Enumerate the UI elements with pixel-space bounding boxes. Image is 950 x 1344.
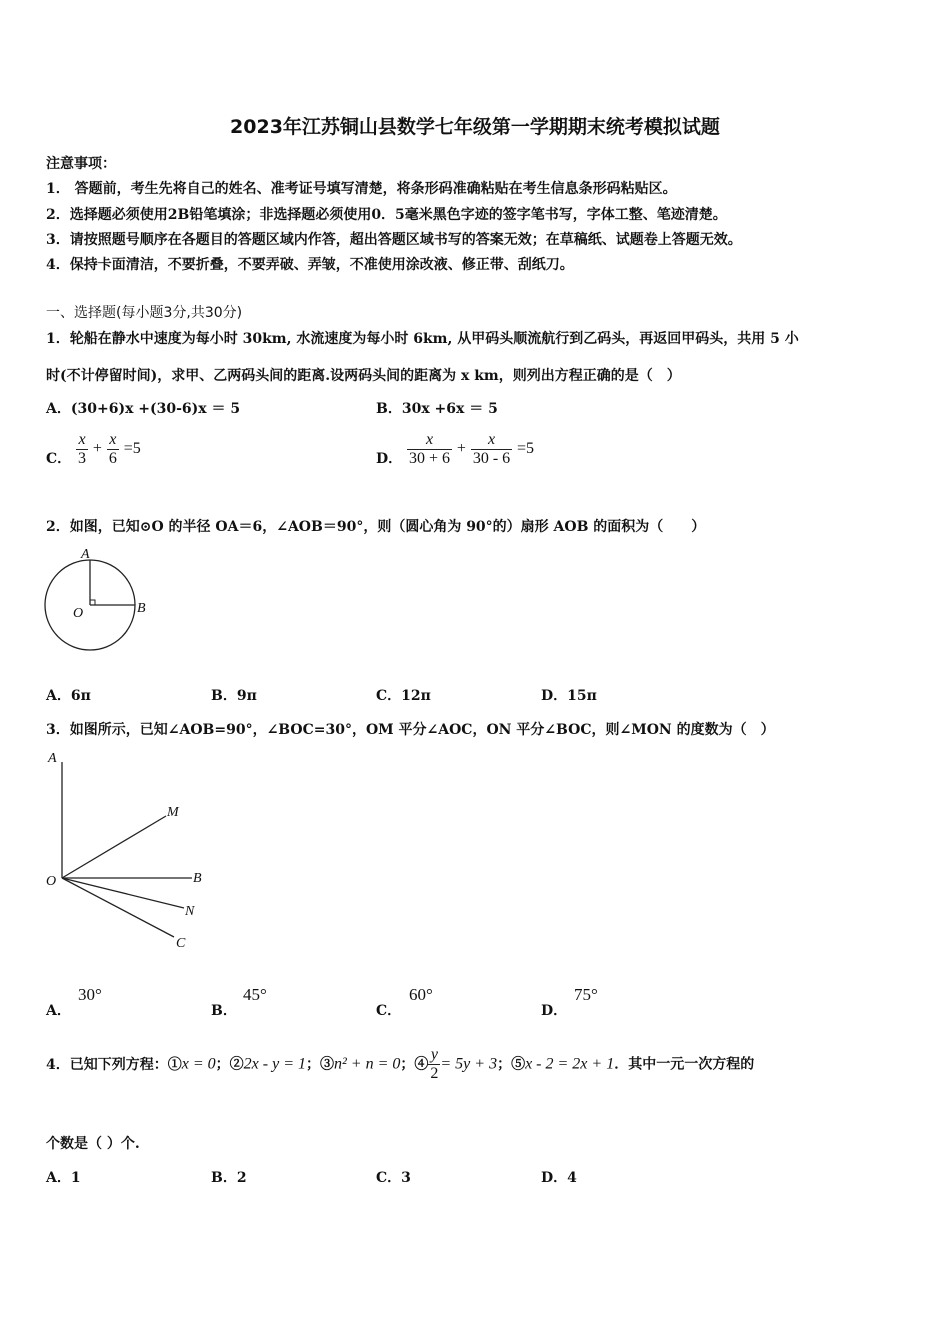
ray-oc — [62, 878, 174, 937]
q3-stem: 3．如图所示，已知∠AOB=90°，∠BOC=30°，OM 平分∠AOC，ON 平分∠BOC，则∠MON 的度数为（ ） — [46, 722, 775, 738]
notice-heading: 注意事项： — [46, 156, 116, 172]
q4-option-d: D．4 — [541, 1170, 577, 1186]
label-n: N — [185, 904, 195, 919]
q3-option-d-label: D． — [541, 1003, 568, 1019]
label-o: O — [73, 606, 84, 621]
q1-option-c — [46, 430, 141, 468]
q1-c-frac2 — [107, 431, 119, 468]
label-a: A — [81, 547, 90, 562]
notice-item-1: 1． 答题前，考生先将自己的姓名、准考证号填写清楚，将条形码准确粘贴在考生信息条形码粘贴区。 — [46, 181, 677, 197]
q4-prefix: 4．已知下列方程：① — [46, 1056, 182, 1073]
q1-option-b: B．30x +6x ＝ 5 — [376, 401, 498, 417]
q1-option-d — [376, 430, 534, 468]
q4-stem-line1 — [46, 1046, 754, 1083]
q4-option-a: A．1 — [46, 1170, 81, 1186]
section-heading: 一、选择题(每小题3分,共30分) — [46, 305, 243, 321]
equation-rhs: =5 — [517, 440, 535, 457]
q1-d-frac2 — [471, 431, 512, 468]
label-b: B — [193, 871, 202, 886]
frac-numerator: x — [76, 431, 88, 450]
q4-eq2: 2x - y = 1 — [243, 1055, 306, 1073]
q2-option-d: D．15π — [541, 688, 597, 704]
q4-suffix: ．其中一元一次方程的 — [614, 1056, 755, 1073]
frac-numerator: x — [471, 431, 512, 450]
q1-stem-line2: 时(不计停留时间)，求甲、乙两码头间的距离.设两码头间的距离为 x km，则列出方程正确的是（ ） — [46, 368, 681, 384]
label-a: A — [48, 751, 57, 766]
q1-c-frac1 — [76, 431, 88, 468]
q3-option-a-value: 30° — [78, 985, 102, 1004]
label-c: C — [176, 936, 186, 951]
frac-numerator: x — [107, 431, 119, 450]
q4-sep4: ；④ — [400, 1056, 429, 1073]
q4-eq5: x - 2 = 2x + 1 — [525, 1055, 615, 1073]
q4-eq4-rest: = 5y + 3 — [440, 1055, 498, 1073]
plus-sign: + — [92, 440, 102, 457]
q4-stem-line2: 个数是（ ）个. — [46, 1136, 140, 1152]
q2-option-a: A．6π — [46, 688, 91, 704]
q2-circle-figure — [40, 544, 160, 656]
label-b: B — [137, 601, 146, 616]
plus-sign: + — [456, 440, 466, 457]
notice-item-2: 2．选择题必须使用2B铅笔填涂；非选择题必须使用0．5毫米黑色字迹的签字笔书写，字体工整、笔迹清楚。 — [46, 207, 727, 223]
frac-denominator: 30 + 6 — [409, 449, 451, 467]
frac-numerator: x — [407, 431, 452, 450]
q4-eq1: x = 0 — [181, 1055, 216, 1073]
frac-denominator: 30 - 6 — [472, 449, 511, 467]
q3-option-d-value: 75° — [574, 985, 598, 1004]
q3-option-b-label: B． — [211, 1003, 237, 1019]
q4-option-b: B．2 — [211, 1170, 247, 1186]
frac-denominator: 2 — [430, 1065, 439, 1082]
q4-eq3: n² + n = 0 — [333, 1055, 401, 1073]
frac-numerator: y — [428, 1046, 440, 1065]
q3-option-c-value: 60° — [409, 985, 433, 1004]
q2-option-b: B．9π — [211, 688, 257, 704]
q4-sep2: ；② — [215, 1056, 244, 1073]
q3-option-c-label: C． — [376, 1003, 402, 1019]
equation-rhs: =5 — [123, 440, 141, 457]
q4-option-c: C．3 — [376, 1170, 411, 1186]
q4-eq4-frac — [428, 1046, 440, 1083]
q3-angle-figure — [40, 748, 220, 956]
page-title: 2023年江苏铜山县数学七年级第一学期期末统考模拟试题 — [230, 116, 720, 138]
q3-option-b-value: 45° — [243, 985, 267, 1004]
frac-denominator: 6 — [108, 449, 117, 467]
notice-item-4: 4．保持卡面清洁，不要折叠，不要弄破、弄皱，不准使用涂改液、修正带、刮纸刀。 — [46, 257, 574, 273]
q1-option-a: A．(30+6)x +(30-6)x ＝ 5 — [46, 401, 241, 417]
q4-sep5: ；⑤ — [497, 1056, 526, 1073]
q1-option-c-label: C． — [46, 451, 72, 467]
ray-om — [62, 816, 166, 878]
frac-denominator: 3 — [78, 449, 87, 467]
q1-option-d-label: D． — [376, 451, 403, 467]
q2-stem: 2．如图，已知⊙O 的半径 OA＝6，∠AOB＝90°，则（圆心角为 90°的）扇形 AOB 的面积为（ ） — [46, 519, 706, 535]
label-m: M — [167, 805, 179, 820]
q4-sep3: ；③ — [305, 1056, 334, 1073]
right-angle-mark — [90, 600, 95, 605]
notice-item-3: 3．请按照题号顺序在各题目的答题区域内作答，超出答题区域书写的答案无效；在草稿纸、试题卷上答题无效。 — [46, 232, 742, 248]
label-o: O — [46, 874, 57, 889]
q1-d-frac1 — [407, 431, 452, 468]
q2-option-c: C．12π — [376, 688, 431, 704]
q3-option-a-label: A． — [46, 1003, 71, 1019]
ray-on — [62, 878, 184, 908]
q1-stem-line1: 1．轮船在静水中速度为每小时 30km, 水流速度为每小时 6km, 从甲码头顺流航行到乙码头，再返回甲码头，共用 5 小 — [46, 331, 799, 347]
